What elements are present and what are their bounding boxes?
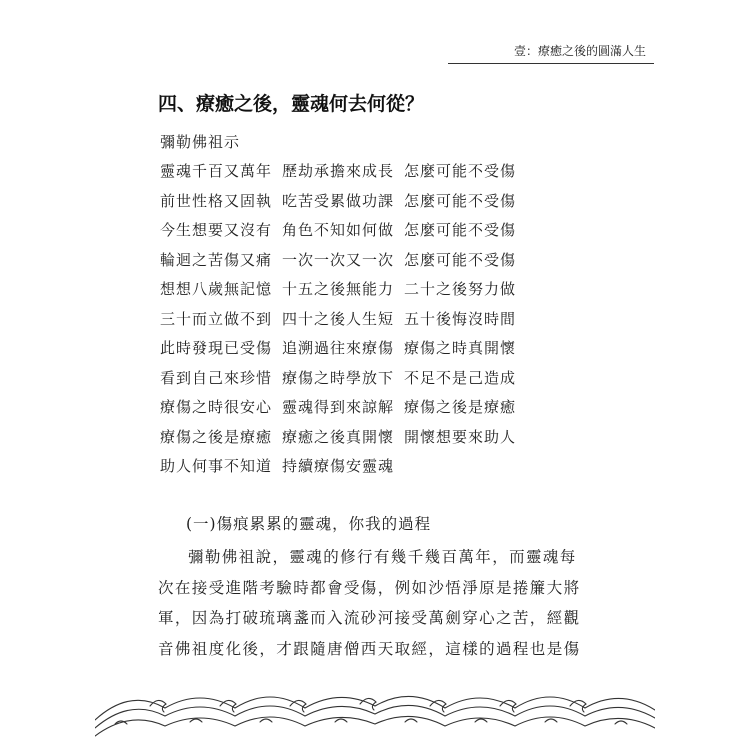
body-paragraph — [158, 542, 588, 664]
poem-line — [160, 187, 580, 217]
paragraph-line: 軍，因為打破琉璃盞而入流砂河接受萬劍穿心之苦，經觀 — [158, 609, 581, 627]
poem-phrase: 二十之後努力做 — [404, 280, 517, 298]
poem-phrase: 靈魂得到來諒解 — [282, 398, 395, 416]
poem-phrase: 持續療傷安靈魂 — [282, 457, 395, 475]
paragraph-line: 彌勒佛祖說，靈魂的修行有幾千幾百萬年，而靈魂每 — [188, 548, 577, 566]
poem-line — [160, 216, 580, 246]
poem-line — [160, 275, 580, 305]
poem-phrase: 療傷之後是療癒 — [404, 398, 517, 416]
poem-phrase: 前世性格又固執 — [160, 191, 273, 210]
paragraph-line: 次在接受進階考驗時都會受傷，例如沙悟淨原是捲簾大將 — [158, 578, 581, 597]
poem-phrase: 助人何事不知道 — [160, 457, 273, 475]
poem-phrase: 歷劫承擔來成長 — [282, 162, 395, 180]
poem-phrase: 怎麼可能不受傷 — [404, 221, 517, 239]
section-title: 四、療癒之後，靈魂何去何從？ — [158, 93, 425, 115]
poem-phrase: 四十之後人生短 — [282, 309, 395, 328]
poem-phrase: 怎麼可能不受傷 — [404, 191, 517, 210]
poem-phrase: 追溯過往來療傷 — [282, 339, 395, 357]
paragraph-line: 音佛祖度化後，才跟隨唐僧西天取經，這樣的過程也是傷 — [158, 639, 581, 658]
poem-line — [160, 246, 580, 276]
poem-phrase: 輪迴之苦傷又痛 — [160, 250, 273, 269]
poem-phrase: 開懷想要來助人 — [404, 427, 517, 446]
poem-line — [160, 305, 580, 335]
poem-phrase: 今生想要又沒有 — [160, 221, 273, 239]
poem-phrase: 角色不知如何做 — [282, 221, 395, 239]
poem-phrase: 療傷之時真開懷 — [404, 339, 517, 357]
poem-phrase: 十五之後無能力 — [282, 280, 395, 298]
running-header: 壹：療癒之後的圓滿人生 — [513, 44, 646, 58]
poem-line — [160, 393, 580, 423]
poem-phrase: 療傷之時學放下 — [282, 368, 395, 387]
poem-phrase: 一次一次又一次 — [282, 250, 395, 269]
poem-line — [160, 334, 580, 364]
poem-phrase: 療癒之後真開懷 — [282, 427, 395, 446]
poem-line — [160, 423, 580, 453]
poem-phrase: 看到自己來珍惜 — [160, 368, 273, 387]
header-rule — [448, 63, 654, 64]
poem-phrase: 療傷之後是療癒 — [160, 427, 273, 446]
poem-phrase: 吃苦受累做功課 — [282, 191, 395, 210]
poem-line — [160, 452, 580, 482]
poem-phrase: 想想八歲無記憶 — [160, 280, 273, 298]
poem-phrase: 靈魂千百又萬年 — [160, 162, 273, 180]
poem-phrase: 療傷之時很安心 — [160, 398, 273, 416]
poem-line — [160, 157, 580, 187]
subsection-title: (一)傷痕累累的靈魂，你我的過程 — [186, 515, 432, 533]
poem-phrase: 三十而立做不到 — [160, 309, 273, 328]
poem-phrase: 怎麼可能不受傷 — [404, 162, 517, 180]
poem-line — [160, 364, 580, 394]
poem-heading: 彌勒佛祖示 — [160, 133, 241, 151]
wave-border-icon — [95, 680, 655, 740]
poem-phrase: 此時發現已受傷 — [160, 339, 273, 357]
poem-phrase: 不足不是己造成 — [404, 368, 517, 387]
poem-phrase: 五十後悔沒時間 — [404, 309, 517, 328]
poem-phrase: 怎麼可能不受傷 — [404, 250, 517, 269]
poem-block — [160, 128, 580, 482]
